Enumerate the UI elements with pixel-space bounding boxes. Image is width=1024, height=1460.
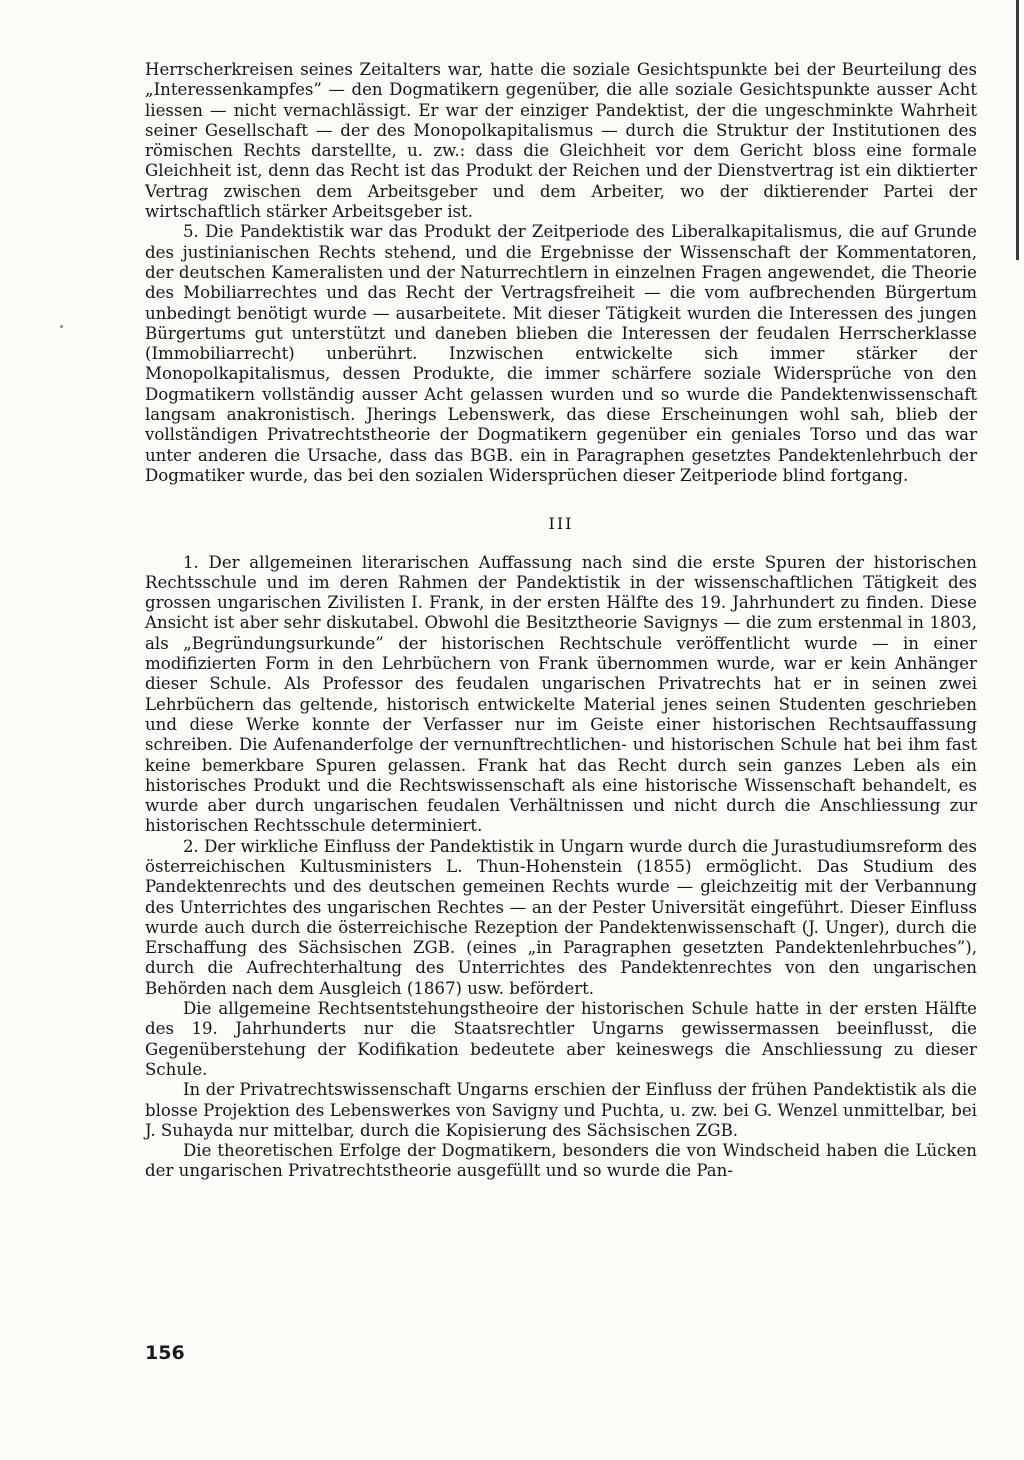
- paragraph-general-theory: Die allgemeine Rechtsentstehungstheoire der historischen Schule hatte in der ersten Hälfte des 19. Jahrhunderts nur die Staatsrechtler Ungarns gewissermassen beeinflusst, die Gegenüberstehung der Kodifikation bedeutete aber keineswegs die Anschliessung zu dieser Schule.: [145, 999, 977, 1079]
- paragraph-private-law: In der Privatrechtswissenschaft Ungarns erschien der Einfluss der frühen Pandektistik als die blosse Projektion des Lebenswerkes von Savigny und Puchta, u. zw. bei G. Wenzel unmittelbar, bei J. Suhayda nur mittelbar, durch die Kopisierung des Sächsischen ZGB.: [145, 1080, 977, 1140]
- paragraph-point-2: 2. Der wirkliche Einfluss der Pandektistik in Ungarn wurde durch die Jurastudiumsreform des österreichischen Kultusministers L. Thun-Hohenstein (1855) ermöglicht. Das Studium des Pandektenrechts und des deutschen gemeinen Rechts wurde — gleichzeitig mit der Verbannung des Unterrichtes des ungarischen Rechtes — an der Pester Universität eingeführt. Dieser Einfluss wurde auch durch die österreichische Rezeption der Pandektenwissenschaft (J. Unger), durch die Erschaffung des Sächsischen ZGB. (eines „in Paragraphen gesetzten Pandektenlehrbuches”), durch die Aufrechterhaltung des Unterrichtes des Pandektenrechtes von den ungarischen Behörden nach dem Ausgleich (1867) usw. befördert.: [145, 836, 977, 998]
- page-body: [145, 60, 977, 1182]
- scan-edge-mark: [1016, 0, 1019, 260]
- scan-dust-mark: [60, 325, 63, 328]
- paragraph-point-1: 1. Der allgemeinen literarischen Auffassung nach sind die erste Spuren der historischen Rechtsschule und im deren Rahmen der Pandektistik in der wissenschaftlichen Tätigkeit des grossen ungarischen Zivilisten I. Frank, in der ersten Hälfte des 19. Jahrhundert zu finden. Diese Ansicht ist aber sehr diskutabel. Obwohl die Besitztheorie Savignys — die zum erstenmal in 1803, als „Begründungsurkunde” der historischen Rechtschule veröffentlicht wurde — in einer modifizierten Form in den Lehrbüchern von Frank übernommen wurde, war er kein Anhänger dieser Schule. Als Professor des feudalen ungarischen Privatrechts hat er in seinen zwei Lehrbüchern das geltende, historisch entwickelte Material jenes seinen Studenten geschrieben und diese Werke konnte der Verfasser nur im Geiste einer historischen Rechtsauffassung schreiben. Die Aufenanderfolge der vernunftrechtlichen- und historischen Schule hat bei ihm fast keine bemerkbare Spuren gelassen. Frank hat das Recht durch sein ganzes Leben als ein historisches Produkt und die Rechtswissenschaft als eine historische Wissenschaft behandelt, es wurde aber durch ungarischen feudalen Verhältnissen und nicht durch die Anschliessung zur historischen Rechtsschule determiniert.: [145, 552, 977, 836]
- section-heading: III: [548, 514, 574, 534]
- paragraph-point-5: 5. Die Pandektistik war das Produkt der Zeitperiode des Liberalkapitalismus, die auf Grunde des justinianischen Rechts stehend, und die Ergebnisse der Wissenschaft der Kommentatoren, der deutschen Kameralisten und der Naturrechtlern in einzelnen Fragen angewendet, die Theorie des Mobiliarrechtes und das Recht der Vertragsfreiheit — die vom aufbrechenden Bürgertum unbedingt benötigt wurde — ausarbeitete. Mit dieser Tätigkeit wurden die Interessen des jungen Bürgertums gut unterstützt und daneben blieben die Interessen der feudalen Herrscherklasse (Immobiliarrecht) unberührt. Inzwischen entwickelte sich immer stärker der Monopolkapitalismus, dessen Produkte, die immer schärfere soziale Widersprüche von den Dogmatikern vollständig ausser Acht gelassen wurden und so wurde die Pandektenwissenschaft langsam anakronistisch. Jherings Lebenswerk, das diese Erscheinungen wohl sah, blieb der vollständigen Privatrechtstheorie der Dogmatikern gegenüber ein geniales Torso und das war unter anderen die Ursache, dass das BGB. ein in Paragraphen gesetztes Pandektenlehrbuch der Dogmatiker wurde, das bei den sozialen Widersprüchen dieser Zeitperiode blind fortgang.: [145, 222, 977, 485]
- page-number: 156: [145, 1342, 185, 1364]
- paragraph-dogmatics: Die theoretischen Erfolge der Dogmatikern, besonders die von Windscheid haben die Lücken der ungarischen Privatrechtstheorie ausgefüllt und so wurde die Pan-: [145, 1141, 977, 1181]
- paragraph-continuation: Herrscherkreisen seines Zeitalters war, hatte die soziale Gesichtspunkte bei der Beurteilung des „Interessenkampfes” — den Dogmatikern gegenüber, die alle soziale Gesichtspunkte ausser Acht liessen — nicht vernachlässigt. Er war der einziger Pandektist, der die ungeschminkte Wahrheit seiner Gesellschaft — der des Monopolkapitalismus — durch die Struktur der Institutionen des römischen Rechts darstellte, u. zw.: dass die Gleichheit vor dem Gericht bloss eine formale Gleichheit ist, denn das Recht ist das Produkt der Reichen und der Dienstvertrag ist ein diktierter Vertrag zwischen dem Arbeitsgeber und dem Arbeiter, wo der diktierender Partei der wirtschaftlich stärker Arbeitsgeber ist.: [145, 60, 977, 222]
